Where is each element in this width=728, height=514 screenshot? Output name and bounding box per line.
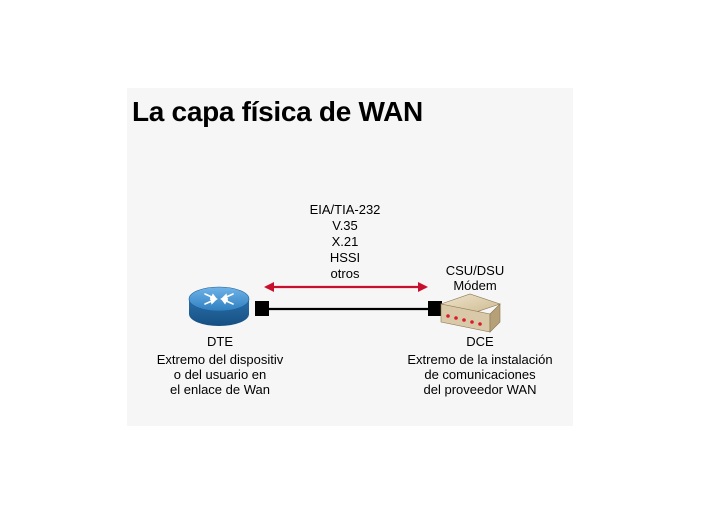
dte-connector [255, 301, 269, 316]
csu-dsu-label: CSU/DSU [445, 263, 505, 278]
modem-icon [441, 294, 500, 332]
standard-item: X.21 [331, 234, 359, 249]
dce-connector [428, 301, 442, 316]
modem-led [446, 314, 450, 318]
modem-led [478, 322, 482, 326]
modem-label: Módem [453, 278, 497, 293]
standards-list [290, 202, 400, 282]
standard-item: V.35 [332, 218, 358, 233]
dce-description-line: del proveedor WAN [423, 382, 537, 397]
modem-led [462, 318, 466, 322]
modem-led [470, 320, 474, 324]
dce-description [390, 352, 570, 397]
dte-description-line: el enlace de Wan [170, 382, 270, 397]
dce-description-line: Extremo de la instalación [407, 352, 553, 367]
page-title: La capa física de WAN [132, 96, 423, 127]
dte-description-line: Extremo del dispositiv [156, 352, 284, 367]
dce-device-label [430, 263, 520, 293]
standard-item: otros [330, 266, 360, 281]
dte-description [140, 352, 300, 397]
router-icon [189, 287, 249, 326]
standard-item: EIA/TIA-232 [309, 202, 381, 217]
dce-label: DCE [466, 334, 494, 349]
dte-description-line: o del usuario en [173, 367, 267, 382]
dce-description-line: de comunicaciones [424, 367, 536, 382]
modem-led [454, 316, 458, 320]
dte-label: DTE [207, 334, 233, 349]
standard-item: HSSI [329, 250, 361, 265]
